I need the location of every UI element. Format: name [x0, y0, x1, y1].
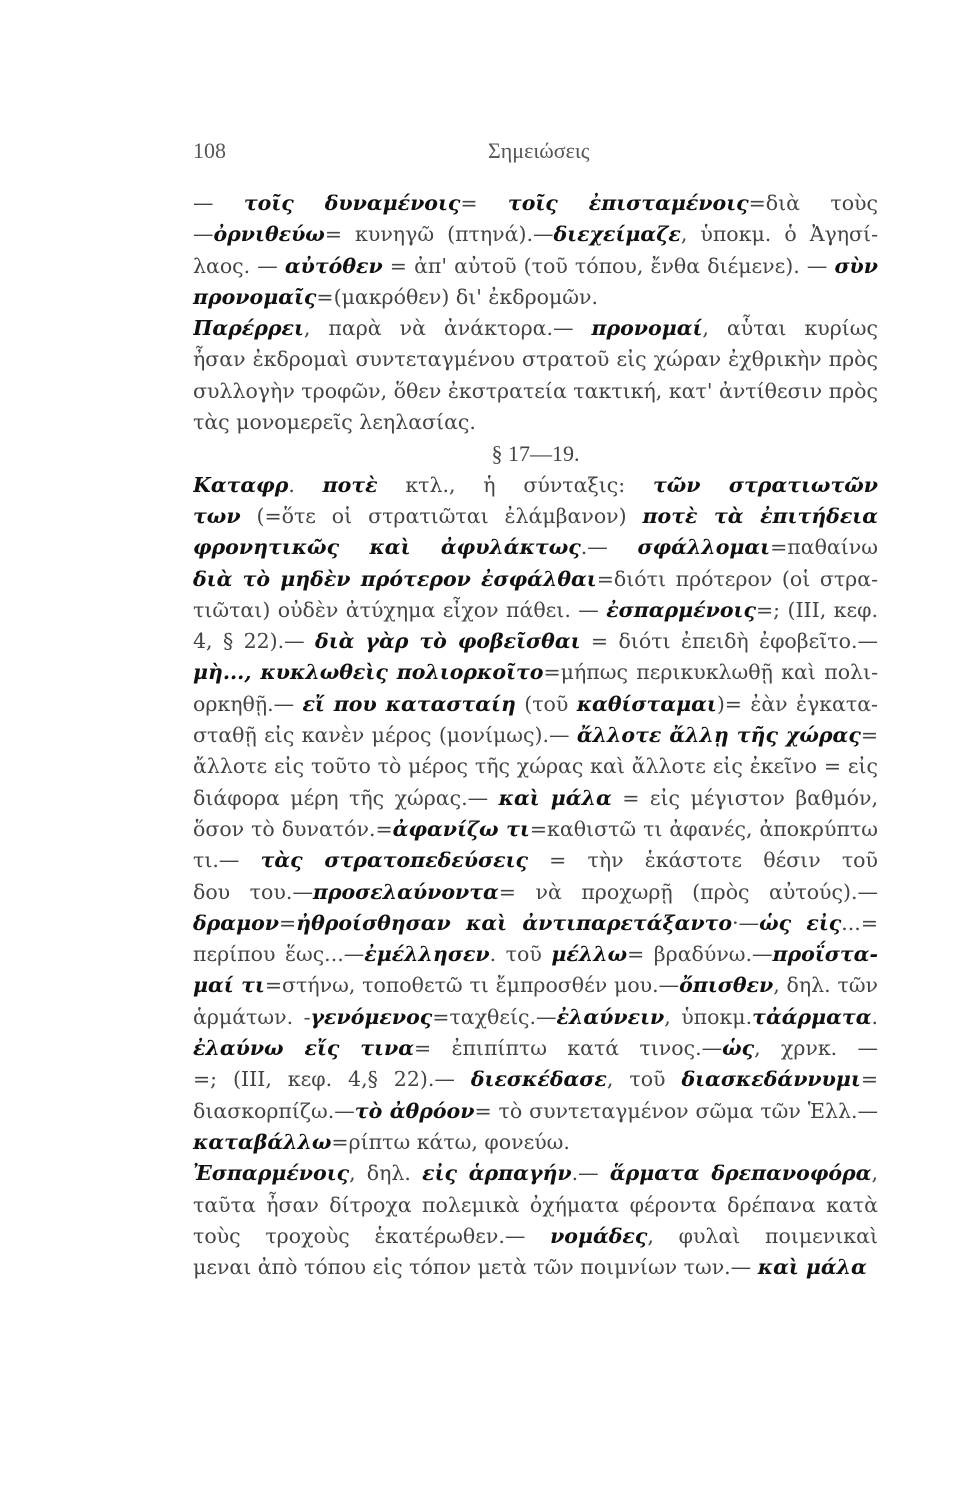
- term-phrase: τὸ ἀθρόον: [354, 1098, 475, 1123]
- term-phrase: ὡς εἰς: [759, 910, 842, 935]
- term-phrase: ὄπισθεν: [679, 973, 774, 998]
- gloss-text: .—: [571, 1161, 610, 1186]
- gloss-text: = κυνηγῶ (πτηνά).—: [324, 222, 554, 247]
- term-phrase: καὶ μάλα: [498, 785, 612, 810]
- gloss-text: διασκορπίζω.—: [193, 1098, 355, 1123]
- gloss-text: 4, § 22).—: [193, 629, 316, 654]
- text-line: [193, 1252, 878, 1283]
- gloss-text: , ὑποκμ. ὁ Ἀγησί-: [680, 222, 878, 247]
- term-phrase: ὡς: [722, 1036, 755, 1061]
- term-phrase: μέλλω: [551, 942, 628, 967]
- text-line: [193, 1033, 878, 1064]
- gloss-text: διάφορα μέρη τῆς χώρας.—: [193, 785, 499, 810]
- gloss-text: ταῦτα ἦσαν δίτροχα πολεμικὰ ὀχήματα φέροντα δρέπανα κατὰ: [193, 1192, 878, 1217]
- term-phrase: ποτὲ τὰ ἐπιτήδεια: [642, 503, 878, 528]
- text-line: [193, 1158, 878, 1189]
- gloss-text: =παθαίνω: [770, 535, 878, 560]
- gloss-text: ,: [871, 1161, 878, 1186]
- text-line: [193, 814, 878, 845]
- term-phrase: ἐσπαρμένοις: [606, 597, 756, 622]
- term-phrase: Ἐσπαρμένοις: [193, 1161, 350, 1186]
- gloss-text: = βραδύνω.—: [627, 942, 773, 967]
- term-phrase: ἠθροίσθησαν καὶ ἀντιπαρετάξαντο: [296, 910, 733, 935]
- text-line: [193, 720, 878, 751]
- gloss-text: = ἀπ' αὐτοῦ (τοῦ τόπου, ἔνθα διέμενε). —: [382, 253, 835, 278]
- term-phrase: τοῖς δυναμένοις: [243, 191, 461, 215]
- text-line: [193, 376, 878, 407]
- paragraph: [193, 313, 878, 438]
- paragraph: [193, 1158, 878, 1283]
- text-line: [193, 313, 878, 344]
- term-phrase: δραμον: [193, 910, 279, 935]
- gloss-text: —: [193, 222, 214, 247]
- text-line: [193, 1190, 878, 1221]
- text-line: [193, 939, 878, 970]
- gloss-text: ...=: [841, 910, 878, 935]
- term-phrase: καθίσταμαι: [576, 691, 717, 716]
- gloss-text: =μήπως περικυκλωθῇ καὶ πολι-: [543, 660, 878, 685]
- term-phrase: γενόμενος: [310, 1004, 433, 1029]
- gloss-text: =ταχθείς.—: [432, 1004, 557, 1029]
- gloss-text: λαος. —: [193, 253, 285, 278]
- gloss-text: , τοῦ: [606, 1067, 682, 1092]
- term-phrase: ἐλαύνειν: [556, 1004, 665, 1029]
- gloss-text: .: [288, 472, 323, 497]
- gloss-text: =: [860, 1067, 878, 1092]
- term-phrase: μὴ..., κυκλωθεὶς πολιορκοῖτο: [193, 660, 544, 685]
- paragraph: [193, 470, 878, 1159]
- term-phrase: ἅρματα δρεπανοφόρα: [609, 1161, 872, 1186]
- term-phrase: ποτὲ: [322, 472, 378, 497]
- term-phrase: ἐμέλλησεν: [364, 942, 490, 967]
- text-line: [193, 970, 878, 1001]
- term-phrase: τῶν στρατιωτῶν: [652, 472, 878, 497]
- text-line: [193, 1096, 878, 1127]
- text-line: [193, 344, 878, 375]
- gloss-text: =; (ΙΙΙ, κεφ.: [755, 597, 878, 622]
- term-phrase: τὰς στρατοπεδεύσεις: [260, 848, 528, 873]
- term-phrase: καὶ μάλα: [757, 1255, 867, 1280]
- gloss-text: ορκηθῇ.—: [193, 691, 303, 716]
- gloss-text: τὰς μονομερεῖς λεηλασίας.: [193, 410, 476, 435]
- gloss-text: τι.—: [193, 848, 261, 873]
- term-phrase: εἴ που κατασταίη: [302, 691, 516, 716]
- gloss-text: ἄλλοτε εἰς τοῦτο τὸ μέρος τῆς χώρας καὶ ἄλλοτε εἰς ἐκεῖνο = εἰς: [193, 754, 878, 779]
- text-line: [193, 407, 878, 438]
- text-line: [193, 689, 878, 720]
- term-phrase: καταβάλλω: [193, 1129, 332, 1154]
- gloss-text: ·—: [732, 910, 760, 935]
- gloss-text: = νὰ προχωρῇ (πρὸς αὐτούς).—: [498, 879, 878, 904]
- text-line: [193, 501, 878, 532]
- gloss-text: ἁρμάτων. -: [193, 1004, 311, 1029]
- term-phrase: διεχείμαζε: [553, 222, 681, 247]
- page-body: [193, 188, 878, 1283]
- gloss-text: (=ὅτε οἱ στρατιῶται ἐλάμβανον): [240, 503, 643, 528]
- text-line: [193, 751, 878, 782]
- gloss-text: )= ἐὰν ἐγκατα-: [716, 691, 878, 716]
- gloss-text: σταθῇ εἰς κανὲν μέρος (μονίμως).—: [193, 723, 577, 748]
- term-phrase: Παρέρρει: [193, 316, 304, 341]
- gloss-text: , αὗται κυρίως: [702, 316, 878, 341]
- gloss-text: , χρνκ. —: [754, 1036, 878, 1061]
- gloss-text: = τὸ συντεταγμένον σῶμα τῶν Ἑλλ.—: [474, 1098, 878, 1123]
- text-line: [193, 783, 878, 814]
- gloss-text: δου του.—: [193, 879, 313, 904]
- text-line: [193, 1064, 878, 1095]
- term-phrase: εἰς ἁρπαγήν: [422, 1161, 572, 1186]
- text-line: [193, 219, 878, 250]
- gloss-text: = εἰς μέγιστον βαθμόν,: [611, 785, 878, 810]
- text-line: [193, 251, 878, 282]
- text-line: [193, 1221, 878, 1252]
- gloss-text: τιῶται) οὐδὲν ἀτύχημα εἶχον πάθει. —: [193, 597, 607, 622]
- text-line: [193, 1002, 878, 1033]
- gloss-text: ὅσον τὸ δυνατόν.=: [193, 816, 393, 841]
- text-line: [193, 470, 878, 501]
- gloss-text: = τὴν ἑκάστοτε θέσιν τοῦ: [549, 848, 878, 873]
- running-header: [193, 138, 876, 178]
- gloss-text: = διότι ἐπειδὴ ἐφοβεῖτο.—: [580, 629, 878, 654]
- term-phrase: διὰ τὸ μηδὲν πρότερον ἐσφάλθαι: [193, 566, 597, 591]
- gloss-text: =: [460, 191, 508, 215]
- gloss-text: =: [860, 723, 878, 748]
- term-phrase: προΐστα-: [772, 942, 878, 967]
- term-phrase: τοῖς ἐπισταμένοις: [507, 191, 749, 215]
- term-phrase: σφάλλομαι: [637, 535, 771, 560]
- text-line: [193, 626, 878, 657]
- term-phrase: νομάδες: [550, 1223, 648, 1248]
- section-heading: § 17—19.: [491, 441, 580, 467]
- term-phrase: διασκεδάννυμι: [681, 1067, 861, 1092]
- gloss-text: = ἐπιπίπτω κατά τινος.—: [413, 1036, 723, 1061]
- gloss-text: =; (ΙΙΙ, κεφ. 4,§ 22).—: [193, 1067, 471, 1092]
- term-phrase: σὺν: [834, 253, 878, 278]
- term-phrase: Καταφρ: [193, 472, 289, 497]
- term-phrase: προνομαί: [591, 316, 703, 341]
- term-phrase: τἀάρματα: [752, 1004, 872, 1029]
- text-line: [193, 908, 878, 939]
- gloss-text: .—: [580, 535, 638, 560]
- text-line: [193, 564, 878, 595]
- gloss-text: , ὑποκμ.: [664, 1004, 753, 1029]
- gloss-text: περίπου ἕως...—: [193, 942, 365, 967]
- page-number: 108: [193, 138, 226, 163]
- text-line: [193, 657, 878, 688]
- gloss-text: =διότι πρότερον (οἱ στρα-: [596, 566, 878, 591]
- term-phrase: ἐλαύνω εἴς τινα: [193, 1036, 414, 1061]
- gloss-text: μεναι ἀπὸ τόπου εἰς τόπον μετὰ τῶν ποιμνίων των.—: [193, 1255, 758, 1280]
- gloss-text: =καθιστῶ τι ἀφανές, ἀποκρύπτω: [529, 816, 878, 841]
- text-line: [193, 877, 878, 908]
- gloss-text: , παρὰ νὰ ἀνάκτορα.—: [303, 316, 592, 341]
- gloss-text: , δηλ. τῶν: [773, 973, 878, 998]
- term-phrase: διεσκέδασε: [470, 1067, 607, 1092]
- gloss-text: =: [278, 910, 297, 935]
- term-phrase: των: [193, 503, 241, 528]
- term-phrase: προνομαῖς: [193, 284, 317, 309]
- term-phrase: ὀρνιθεύω: [213, 222, 325, 247]
- term-phrase: φρονητικῶς καὶ ἀφυλάκτως: [193, 535, 581, 560]
- gloss-text: τοὺς τροχοὺς ἑκατέρωθεν.—: [193, 1223, 551, 1248]
- gloss-text: , φυλαὶ ποιμενικαὶ: [647, 1223, 878, 1248]
- gloss-text: =ρίπτω κάτω, φονεύω.: [331, 1129, 570, 1154]
- gloss-text: , δηλ.: [349, 1161, 423, 1186]
- gloss-text: .: [871, 1004, 878, 1029]
- gloss-text: . τοῦ: [489, 942, 552, 967]
- term-phrase: ἀφανίζω τι: [392, 816, 530, 841]
- term-phrase: μαί τι: [193, 973, 265, 998]
- text-line: [193, 845, 878, 876]
- text-line: [193, 595, 878, 626]
- term-phrase: αὐτόθεν: [284, 253, 383, 278]
- gloss-text: =(μακρόθεν) δι' ἐκδρομῶν.: [316, 284, 598, 309]
- text-line: [193, 282, 878, 313]
- gloss-text: (τοῦ: [515, 691, 577, 716]
- gloss-text: =στήνω, τοποθετῶ τι ἔμπροσθέν μου.—: [264, 973, 680, 998]
- term-phrase: προσελαύνοντα: [312, 879, 499, 904]
- running-title: Σημειώσεις: [488, 138, 590, 163]
- text-line: [193, 532, 878, 563]
- text-line: [193, 188, 878, 219]
- text-line: [193, 1127, 878, 1158]
- gloss-text: κτλ., ἡ σύνταξις:: [377, 472, 653, 497]
- gloss-text: =διὰ τοὺς: [748, 191, 878, 215]
- gloss-text: —: [193, 191, 244, 215]
- gloss-text: ἦσαν ἐκδρομαὶ συντεταγμένου στρατοῦ εἰς χώραν ἐχθρικὴν πρὸς: [193, 347, 878, 372]
- paragraph: [193, 188, 878, 313]
- gloss-text: συλλογὴν τροφῶν, ὅθεν ἐκστρατεία τακτική, κατ' ἀντίθεσιν πρὸς: [193, 378, 878, 403]
- term-phrase: ἄλλοτε ἄλλῃ τῆς χώρας: [576, 723, 861, 748]
- term-phrase: διὰ γὰρ τὸ φοβεῖσθαι: [315, 629, 581, 654]
